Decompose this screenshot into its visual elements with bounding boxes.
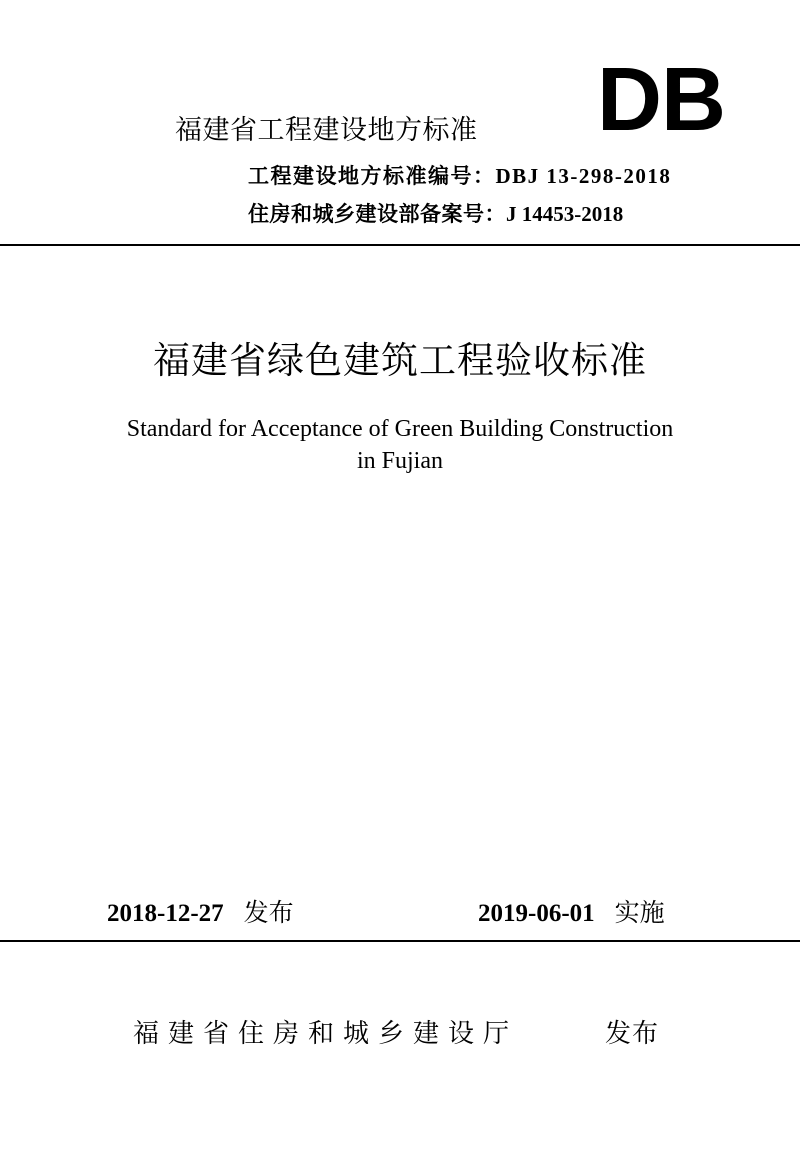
document-title-chinese: 福建省绿色建筑工程验收标准 (153, 339, 647, 382)
document-title-english-line1: Standard for Acceptance of Green Building Construction (126, 416, 674, 442)
record-number-label: 住房和城乡建设部备案号： (248, 201, 506, 226)
top-divider (0, 244, 800, 246)
release-date-block (107, 893, 294, 929)
release-date: 2018-12-27 (107, 900, 224, 927)
standard-series-label: 福建省工程建设地方标准 (175, 115, 478, 146)
standard-code-label: 工程建设地方标准编号： (248, 163, 496, 188)
issuing-verb: 发布 (605, 1019, 660, 1049)
bottom-divider (0, 940, 800, 942)
issuing-authority: 福建省住房和城乡建设厅 (133, 1019, 519, 1049)
record-number-value: J 14453-2018 (506, 202, 624, 226)
effective-date: 2019-06-01 (478, 900, 595, 927)
effective-label: 实施 (614, 898, 665, 927)
standard-code-line (248, 160, 671, 190)
record-number-line (248, 198, 623, 228)
db-logo-mark: DB (597, 50, 725, 150)
standard-code-value: DBJ 13-298-2018 (495, 164, 672, 188)
release-label: 发布 (243, 898, 294, 927)
effective-date-block (478, 893, 665, 929)
document-title-english-line2: in Fujian (356, 448, 443, 474)
